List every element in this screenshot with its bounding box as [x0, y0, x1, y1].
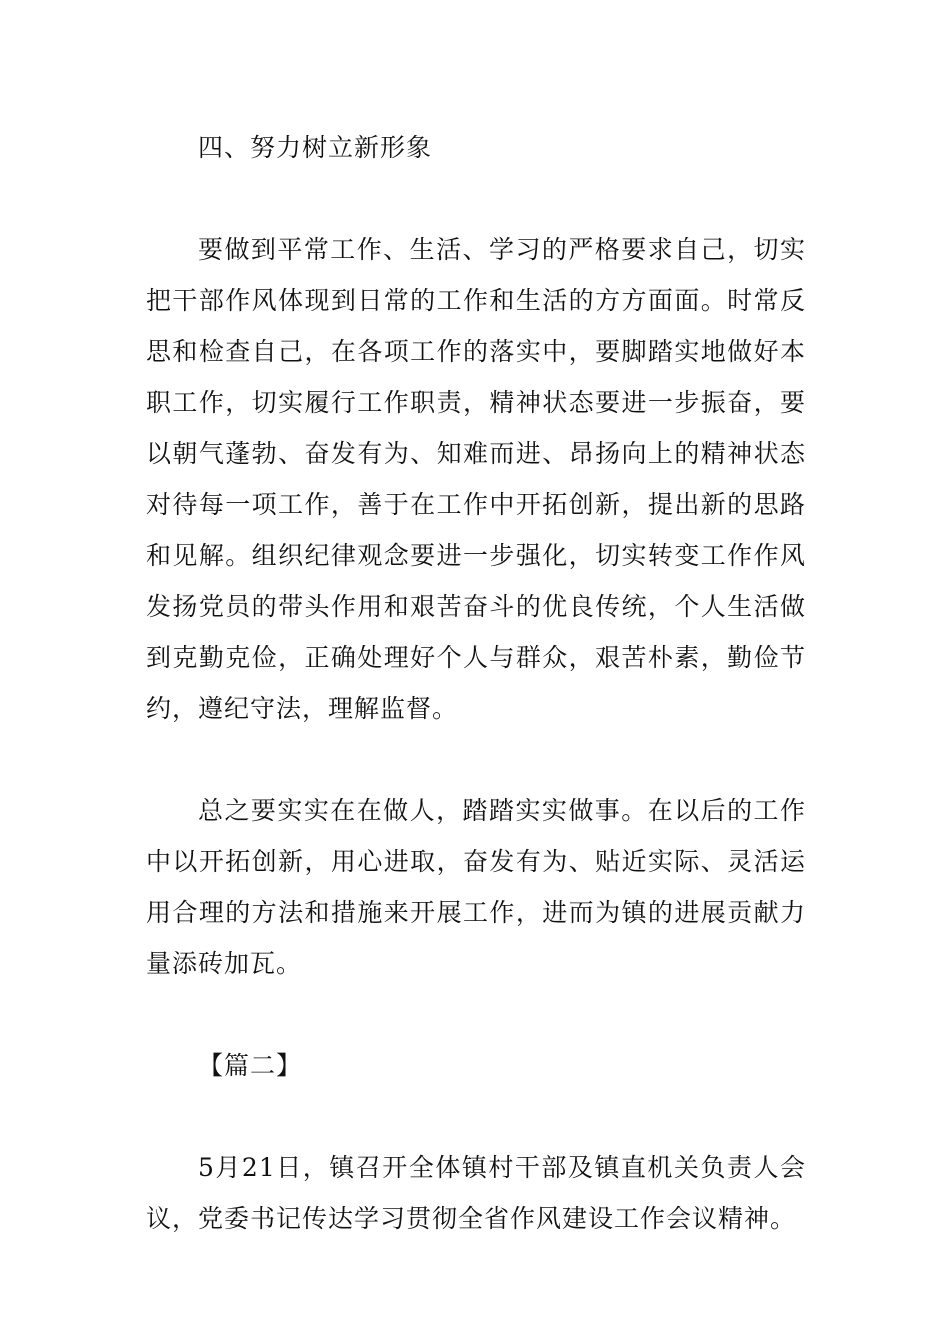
body-paragraph: 总之要实实在在做人，踏踏实实做事。在以后的工作中以开拓创新，用心进取，奋发有为、贴近实际、灵活运用合理的方法和措施来开展工作，进而为镇的进展贡献力量添砖加瓦。	[146, 796, 806, 978]
body-paragraph: 要做到平常工作、生活、学习的严格要求自己，切实把干部作风体现到日常的工作和生活的方方面面。时常反思和检查自己，在各项工作的落实中，要脚踏实地做好本职工作，切实履行工作职责，精神状态要进一步振奋，要以朝气蓬勃、奋发有为、知难而进、昂扬向上的精神状态对待每一项工作，善于在工作中开拓创新，提出新的思路和见解。组织纪律观念要进一步强化，切实转变工作作风发扬党员的带头作用和艰苦奋斗的优良传统，个人生活做到克勤克俭，正确处理好个人与群众，艰苦朴素，勤俭节约，遵纪守法，理解监督。	[146, 235, 806, 723]
section-heading: 四、努力树立新形象	[198, 133, 433, 162]
body-paragraph: 5月21日，镇召开全体镇村干部及镇直机关负责人会议，党委书记传达学习贯彻全省作风建设工作会议精神。	[146, 1153, 806, 1233]
document-body	[146, 122, 806, 1244]
part-heading: 【篇二】	[198, 1051, 303, 1080]
